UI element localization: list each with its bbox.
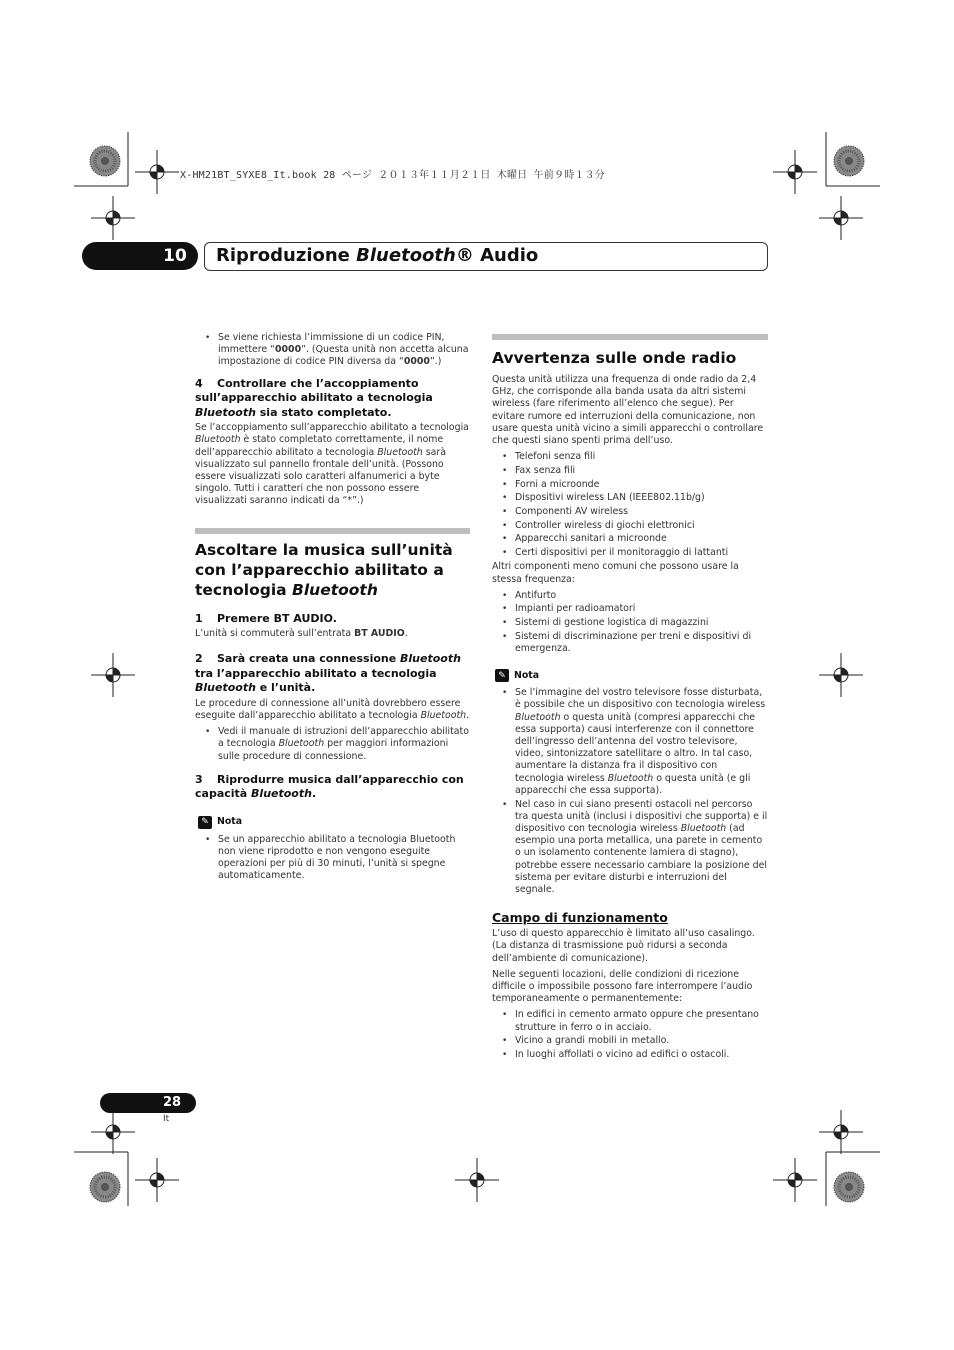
list-item: • Sistemi di gestione logistica di magazzini xyxy=(492,617,768,629)
list-item: • Vicino a grandi mobili in metallo. xyxy=(492,1035,768,1047)
list-item: • Se viene richiesta l’immissione di un codice PIN, immettere “0000”. (Questa unità non accetta alcuna impostazione di codice PIN diversa da “0000”.) xyxy=(195,332,470,369)
list-item: • Forni a microonde xyxy=(492,479,768,491)
step-1: 1 Premere BT AUDIO. xyxy=(195,611,337,625)
interference-list xyxy=(492,451,768,559)
note-list xyxy=(492,687,768,896)
chapter-title xyxy=(216,242,538,270)
print-slug: X-HM21BT_SYXE8_It.book 28 ページ ２０１３年１１月２１日 木曜日 午前９時１３分 xyxy=(180,170,605,181)
list-item: • Sistemi di discriminazione per treni e dispositivi di emergenza. xyxy=(492,631,768,655)
chapter-title-part: Riproduzione xyxy=(216,245,357,266)
intro-paragraph: Questa unità utilizza una frequenza di onde radio da 2,4 GHz, che corrisponde alla banda usata da altri sistemi wireless (fare riferimento all’elenco che segue). Per evitare rumore ed interruzioni della comunicazione, non usare questa unità vicino a simili apparecchi o controllare che questi siano spenti prima dell’uso. xyxy=(492,374,764,447)
list-item: • Dispositivi wireless LAN (IEEE802.11b/g) xyxy=(492,492,768,504)
campo-paragraph-1: L’uso di questo apparecchio è limitato all’uso casalingo. (La distanza di trasmissione può ridursi a seconda dell’ambiente di comunicazione). xyxy=(492,928,755,964)
step-3: 3 Riprodurre musica dall’apparecchio con capacità Bluetooth. xyxy=(195,772,464,801)
list-item: • In edifici in cemento armato oppure che presentano strutture in ferro o in acciaio. xyxy=(492,1009,768,1033)
note-list xyxy=(195,834,470,883)
chapter-title-part: ® Audio xyxy=(455,245,539,266)
section-title-ascoltare: Ascoltare la musica sull’unità con l’apparecchio abilitato a tecnologia Bluetooth xyxy=(195,540,453,599)
list-item: • Se l’immagine del vostro televisore fosse disturbata, è possibile che un dispositivo con tecnologia wireless Bluetooth o questa unità (compresi apparecchi che essa supporta) causi interferenze con il connettore dell’ingresso dell’antenna del vostro televisore, video, sintonizzatore satellitare o altro. In tal caso, aumentare la distanza fra il dispositivo con tecnologia wireless Bluetooth o questa unità (e gli apparecchi che essa supporta). xyxy=(492,687,768,797)
list-item: • Certi dispositivi per il monitoraggio di lattanti xyxy=(492,547,768,559)
step-1-body: L’unità si commuterà sull’entrata BT AUDIO. xyxy=(195,628,408,640)
step-2: 2 Sarà creata una connessione Bluetooth tra l’apparecchio abilitato a tecnologia Bluetooth e l’unità. xyxy=(195,652,461,695)
list-item: • Impianti per radioamatori xyxy=(492,603,768,615)
section-title-avvertenza: Avvertenza sulle onde radio xyxy=(492,349,737,367)
list-item: • Apparecchi sanitari a microonde xyxy=(492,533,768,545)
left-column xyxy=(195,332,470,885)
list-item: • In luoghi affollati o vicino ad edifici o ostacoli. xyxy=(492,1049,768,1061)
section-divider xyxy=(492,334,768,340)
location-list xyxy=(492,1009,768,1061)
list-item: • Nel caso in cui siano presenti ostacoli nel percorso tra questa unità (inclusi i dispositivi che supporta) e il dispositivo con tecnologia wireless Bluetooth (ad esempio una porta metallica, una parete in cemento o un isolamento contenente lamiera di stagno), potrebbe essere necessario cambiare la posizione del sistema per evitare disturbi e interruzioni del segnale. xyxy=(492,799,768,897)
pin-list xyxy=(195,332,470,369)
pencil-icon: ✎ xyxy=(198,816,212,829)
pencil-icon: ✎ xyxy=(495,669,509,682)
right-column xyxy=(492,334,768,1063)
list-item: • Antifurto xyxy=(492,590,768,602)
chapter-number: 10 xyxy=(163,246,187,266)
list-item: • Se un apparecchio abilitato a tecnologia Bluetooth non viene riprodotto e non vengono eseguite operazioni per più di 30 minuti, l’unità si spegne automaticamente. xyxy=(195,834,470,883)
list-item: • Controller wireless di giochi elettronici xyxy=(492,520,768,532)
note-heading: ✎ Nota xyxy=(198,816,470,829)
list-item: • Telefoni senza fili xyxy=(492,451,768,463)
step-2-list xyxy=(195,726,470,763)
section-divider xyxy=(195,528,470,534)
other-components-paragraph: Altri componenti meno comuni che possono usare la stessa frequenza: xyxy=(492,561,739,585)
note-heading: ✎ Nota xyxy=(495,669,768,682)
step-4: 4 Controllare che l’accoppiamento sull’apparecchio abilitato a tecnologia Bluetooth sia stato completato. xyxy=(195,376,433,419)
list-item: • Vedi il manuale di istruzioni dell’apparecchio abilitato a tecnologia Bluetooth per maggiori informazioni sulle procedure di connessione. xyxy=(195,726,470,763)
page-number: 28 xyxy=(162,1095,182,1110)
language-code: It xyxy=(163,1114,170,1124)
subsection-title-campo: Campo di funzionamento xyxy=(492,910,668,926)
list-item: • Fax senza fili xyxy=(492,465,768,477)
step-2-body: Le procedure di connessione all’unità dovrebbero essere eseguite dall’apparecchio abilitato a tecnologia Bluetooth. xyxy=(195,697,470,721)
step-4-body: Se l’accoppiamento sull’apparecchio abilitato a tecnologia Bluetooth è stato completato correttamente, il nome dell’apparecchio abilitato a tecnologia Bluetooth sarà visualizzato sul pannello frontale dell’unità. (Possono essere visualizzati solo caratteri alfanumerici a byte singolo. Tutti i caratteri che non possono essere visualizzati saranno indicati da “*”.) xyxy=(195,422,469,507)
chapter-title-italic: Bluetooth xyxy=(356,245,456,266)
campo-paragraph-2: Nelle seguenti locazioni, delle condizioni di ricezione difficile o impossibile possono fare interrompere l’audio temporaneamente o permanentemente: xyxy=(492,968,753,1005)
list-item: • Componenti AV wireless xyxy=(492,506,768,518)
other-components-list xyxy=(492,590,768,656)
